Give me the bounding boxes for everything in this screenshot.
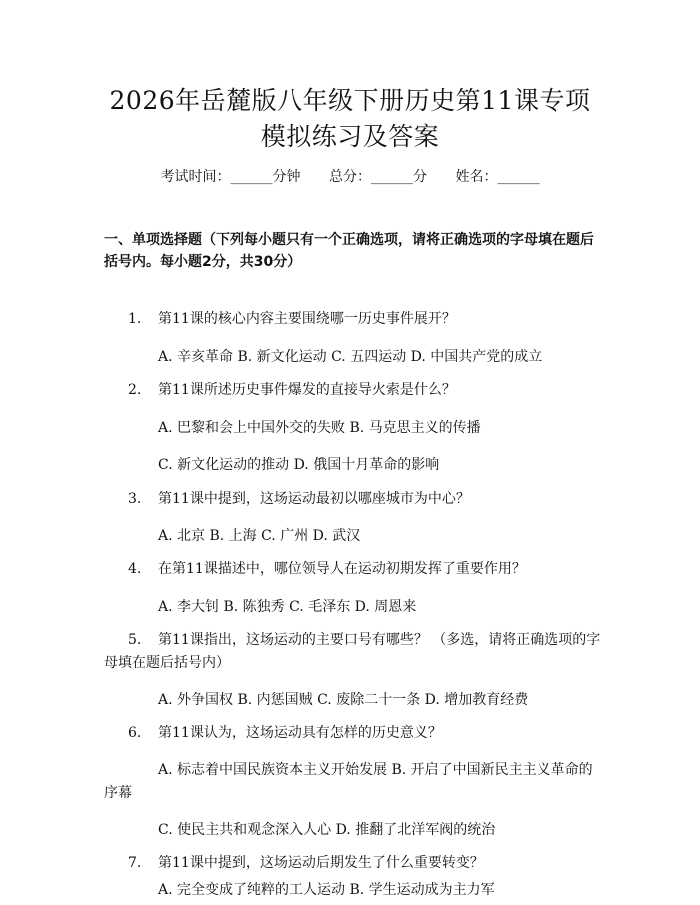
question-7-options: A. 完全变成了纯粹的工人运动 B. 学生运动成为主力军 bbox=[158, 882, 495, 898]
question-text: 第11课的核心内容主要围绕哪一历史事件展开？ bbox=[158, 311, 456, 327]
student-name-field: 姓名：______ bbox=[455, 169, 540, 185]
question-number: 4. bbox=[128, 561, 142, 577]
question-text: 在第11课描述中，哪位领导人在运动初期发挥了重要作用？ bbox=[158, 561, 526, 577]
question-text: 第11课指出，这场运动的主要口号有哪些？ （多选，请将正确选项的字 bbox=[158, 632, 601, 648]
question-6-options-a: A. 标志着中国民族资本主义开始发展 B. 开启了中国新民主主义革命的 bbox=[158, 762, 593, 778]
question-5-text-cont: 母填在题后括号内） bbox=[104, 655, 230, 671]
question-number: 5. bbox=[128, 632, 142, 648]
document-title-line2: 模拟练习及答案 bbox=[260, 122, 440, 151]
question-4 bbox=[128, 559, 526, 579]
section-heading-line1: 一、单项选择题（下列每小题只有一个正确选项，请将正确选项的字母填在题后 bbox=[104, 232, 594, 248]
question-6 bbox=[128, 723, 442, 743]
question-1 bbox=[128, 309, 456, 329]
question-number: 6. bbox=[128, 725, 142, 741]
question-2-options-a: A. 巴黎和会上中国外交的失败 B. 马克思主义的传播 bbox=[158, 420, 481, 436]
question-6-options-b: C. 使民主共和观念深入人心 D. 推翻了北洋军阀的统治 bbox=[158, 822, 496, 838]
exam-meta bbox=[0, 167, 700, 187]
total-score-field: 总分：______分 bbox=[329, 169, 427, 185]
section-heading bbox=[104, 229, 604, 273]
question-text: 第11课中提到，这场运动最初以哪座城市为中心？ bbox=[158, 491, 470, 507]
question-4-options: A. 李大钊 B. 陈独秀 C. 毛泽东 D. 周恩来 bbox=[158, 599, 417, 615]
question-7 bbox=[128, 853, 484, 873]
question-text: 第11课中提到，这场运动后期发生了什么重要转变？ bbox=[158, 855, 484, 871]
question-number: 3. bbox=[128, 491, 142, 507]
document-title-line1: 2026年岳麓版八年级下册历史第11课专项 bbox=[109, 86, 591, 115]
question-text: 第11课认为，这场运动具有怎样的历史意义？ bbox=[158, 725, 442, 741]
question-5 bbox=[128, 630, 600, 650]
question-1-options: A. 辛亥革命 B. 新文化运动 C. 五四运动 D. 中国共产党的成立 bbox=[158, 349, 543, 365]
question-number: 1. bbox=[128, 311, 142, 327]
question-5-options: A. 外争国权 B. 内惩国贼 C. 废除二十一条 D. 增加教育经费 bbox=[158, 692, 529, 708]
question-2 bbox=[128, 380, 456, 400]
question-3-options: A. 北京 B. 上海 C. 广州 D. 武汉 bbox=[158, 528, 361, 544]
section-heading-line2: 括号内。每小题2分，共30分） bbox=[104, 254, 302, 270]
exam-time-field: 考试时间：______分钟 bbox=[160, 169, 301, 185]
question-number: 2. bbox=[128, 382, 142, 398]
question-3 bbox=[128, 489, 470, 509]
question-6-options-a-cont: 序幕 bbox=[104, 785, 132, 801]
question-2-options-b: C. 新文化运动的推动 D. 俄国十月革命的影响 bbox=[158, 457, 440, 473]
question-text: 第11课所述历史事件爆发的直接导火索是什么？ bbox=[158, 382, 456, 398]
question-number: 7. bbox=[128, 855, 142, 871]
